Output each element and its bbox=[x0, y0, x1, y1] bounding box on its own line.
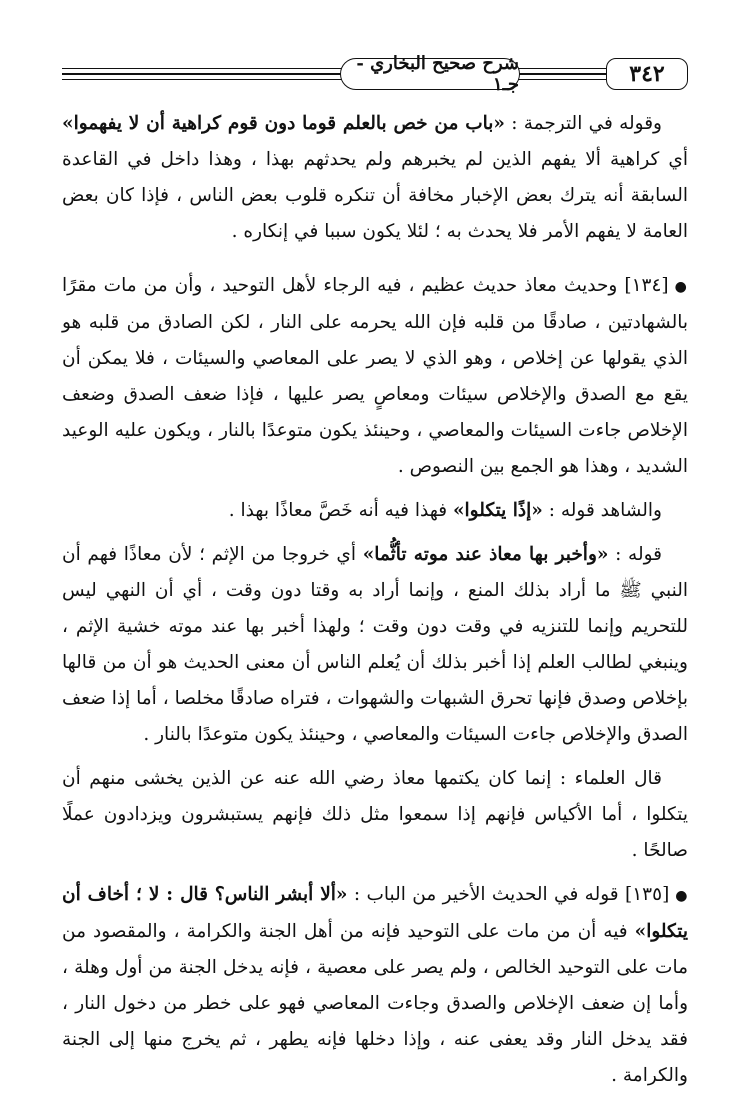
paragraph-6 bbox=[62, 877, 688, 1094]
page-header bbox=[62, 50, 688, 94]
bullet-icon: ● bbox=[674, 279, 688, 295]
paragraph-lead: وقوله في الترجمة : bbox=[504, 113, 662, 134]
paragraph-2 bbox=[62, 268, 688, 485]
paragraph-lead: قوله : bbox=[608, 544, 662, 565]
paragraph-lead: [١٣٥] قوله في الحديث الأخير من الباب : bbox=[347, 884, 670, 905]
paragraph-lead: والشاهد قوله : bbox=[542, 500, 662, 521]
paragraph-text: أي خروجا من الإثم ؛ لأن معاذًا فهم أن النبي ﷺ ما أراد بذلك المنع ، وإنما أراد به وقتا دون وقت ، أي أن النهي ليس للتحريم وإنما للتنزيه في وقت دون وقت ؛ ولهذا أخبر بها عند موته خشية الإثم ، وينبغي لطالب العلم إذا أخبر بذلك أن يُعلم الناس أن معنى الحديث هو أن من قالها بإخلاص وصدق فإنها تحرق الشبهات والشهوات ، فتراه صادقًا مخلصا ، أما إذا ضعف الصدق والإخلاص جاءت السيئات والمعاصي ، وحينئذ يكون متوعدًا بالنار . bbox=[62, 544, 688, 745]
paragraph-text: فهذا فيه أنه خَصَّ معاذًا بهذا . bbox=[228, 500, 453, 521]
paragraph-4 bbox=[62, 537, 688, 753]
paragraph-5 bbox=[62, 761, 688, 869]
page-number: ٣٤٢ bbox=[606, 58, 688, 90]
paragraph-bold-quote: «إذًا يتكلوا» bbox=[452, 500, 543, 521]
bullet-icon: ● bbox=[675, 888, 688, 904]
paragraph-text: فيه أن من مات على التوحيد فإنه من أهل الجنة والكرامة ، والمقصود من مات على التوحيد الخالص ، ولم يصر على معصية ، فإنه يدخل الجنة من أول وهلة ، وأما إن ضعف الإخلاص والصدق وجاءت المعاصي فهو على خطر من دخول النار ، فقد يدخل النار وقد يعفى عنه ، وإذا دخلها فإنه يطهر ، ثم يخرج منها إلى الجنة والكرامة . bbox=[62, 921, 688, 1086]
paragraph-bold-quote: «ألا أبشر الناس؟ قال : لا ؛ أخاف أن يتكلوا» bbox=[62, 884, 688, 942]
paragraph-bold-quote: «باب من خص بالعلم قوما دون قوم كراهية أن لا يفهموا» bbox=[62, 113, 505, 134]
paragraph-bold-quote: «وأخبر بها معاذ عند موته تأثُّما» bbox=[362, 544, 609, 565]
paragraph-text: أي كراهية ألا يفهم الذين لم يخبرهم ولم يحدثهم بهذا ، وهذا داخل في القاعدة السابقة أنه يترك بعض الإخبار مخافة أن تنكره قلوب بعض الناس ، فإذا كان بعض العامة لا يفهم الأمر فلا يحدث به ؛ لئلا يكون سببا في إنكاره . bbox=[62, 149, 688, 242]
paragraph-text: قال العلماء : إنما كان يكتمها معاذ رضي الله عنه عن الذين يخشى منهم أن يتكلوا ، أما الأكياس فإنهم إذا سمعوا مثل ذلك فإنهم يستبشرون ويزدادون عملًا صالحًا . bbox=[62, 768, 688, 861]
book-title: شرح صحيح البخاري - جـ١ bbox=[340, 58, 520, 90]
paragraph-text: [١٣٤] وحديث معاذ حديث عظيم ، فيه الرجاء لأهل التوحيد ، وأن من مات مقرًا بالشهادتين ، صادقًا من قلبه فإن الله يحرمه على النار ، لكن الصادق من قلبه هو الذي يقولها عن إخلاص ، وهو الذي لا يصر على المعاصي والسيئات ، فلا يمكن أن يقع مع الصدق والإخلاص سيئات ومعاصٍ يصر عليها ، فإذا ضعف الصدق وضعف الإخلاص جاءت السيئات والمعاصي ، وحينئذ يكون متوعدًا بالنار ، ويكون عليه الوعيد الشديد ، وهذا هو الجمع بين النصوص . bbox=[62, 275, 688, 477]
page-body bbox=[62, 106, 688, 1102]
paragraph-1 bbox=[62, 106, 688, 250]
paragraph-3 bbox=[62, 493, 688, 529]
